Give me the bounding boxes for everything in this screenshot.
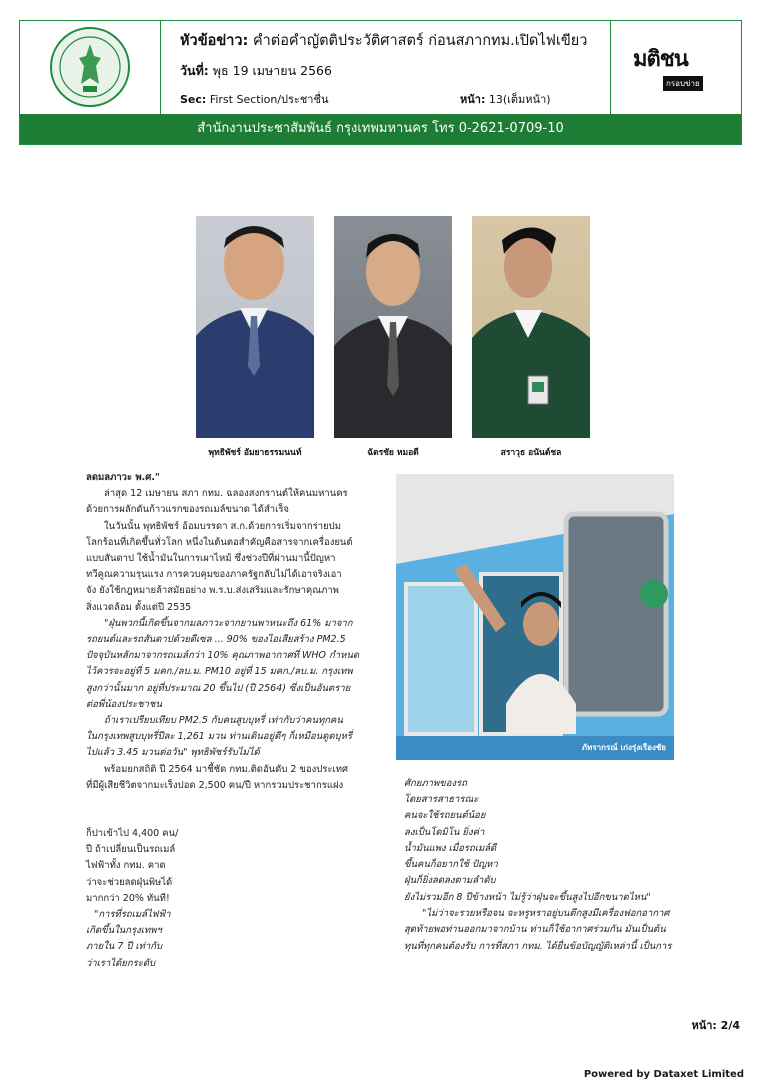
article-line: ลงเป็นโดมิโน ยิ่งค่า — [404, 826, 485, 838]
article-line: "ไม่ว่าจะรวยหรือจน จะหรูหราอยู่บนตึกสูงมีเครื่องฟอกอากาศ — [422, 908, 670, 920]
portrait-photo-1 — [196, 216, 314, 438]
article-line: "ฝุ่นพวกนี้เกิดขึ้นจากมลภาวะจากยานพาหนะถึง 61% มาจาก — [104, 617, 353, 629]
article-line: คนจะใช้รถยนต์น้อย — [404, 810, 486, 822]
section-value: First Section/ประชาชื่น — [209, 93, 329, 106]
headline-row — [180, 29, 587, 52]
portrait-photo-2 — [334, 216, 452, 438]
article-line: โลกร้อนที่เกิดขึ้นทั่วโลก หนึ่งในต้นตอสำคัญคือสารจากเครื่องยนต์ — [86, 536, 353, 548]
article-line: รถยนต์และรถสันดาปด้วยดีเซล ... 90% ของไอเสียสร้าง PM2.5 — [86, 634, 346, 646]
publisher-logo — [633, 49, 717, 91]
powered-by: Powered by Dataxet Limited — [583, 1069, 744, 1080]
article-line: ทุนที่ทุกคนต้องรับ การที่สภา กทม. ได้ยื่นข้อบัญญัติเหล่านี้ เป็นการ — [404, 940, 672, 952]
publisher-tag: กรอบข่าย — [663, 76, 703, 91]
article-line: โดยสารสาธารณะ — [404, 794, 479, 806]
portrait-caption-2: ฉัตรชัย หมอดี — [367, 448, 419, 458]
article-line: ว่าจะช่วยลดฝุ่นพิษได้ — [86, 876, 173, 888]
page-value: 13(เต็มหน้า) — [488, 93, 551, 106]
article-line: ฝุ่นก็ยิ่งลดลงตามลำดับ — [404, 875, 496, 887]
office-bar: สำนักงานประชาสัมพันธ์ กรุงเทพมหานคร โทร 0-2621-0709-10 — [20, 114, 741, 144]
article-line: ที่มีผู้เสียชีวิตจากมะเร็งปอด 2,500 คน/ปี หากรวมประชากรแฝง — [86, 779, 344, 791]
article-line: ในวันนั้น พุทธิพัชร์ อ้อมบรรดา ส.ก.ด้วยการเริ่มจากร่ายปม — [104, 520, 341, 532]
article-line: สิ่งแวดล้อม ตั้งแต่ปี 2535 — [86, 601, 192, 613]
article-line: สุดท้ายพอท่านออกมาจากบ้าน ท่านก็ใช้อากาศร่วมกัน มันเป็นต้น — [404, 924, 666, 936]
article-line: ปัจจุบันหลักมาจากรถเมล์กว่า 10% คุณภาพอากาศที่ WHO กำหนด — [86, 650, 360, 662]
publisher-name: มติชน — [633, 47, 688, 72]
article-line: "การที่รถเมล์ไฟฟ้า — [94, 909, 171, 921]
article-right-wide — [404, 890, 704, 955]
article-line: ต่อพี่น้องประชาชน — [86, 698, 162, 710]
headline-text: คำต่อคำญัตติประวัติศาสตร์ ก่อนสภากทม.เปิดไฟเขียว — [252, 33, 588, 49]
article-line: ไปแล้ว 3.45 มวนต่อวัน" พุทธิพัชร์รับไม่ได้ — [86, 747, 260, 759]
date-label: วันที่: — [180, 63, 209, 78]
page-row — [460, 90, 551, 108]
portrait-photo-3 — [472, 216, 590, 438]
article-line: พร้อมยกสถิติ ปี 2564 มาชี้ชัด กทม.ติดอันดับ 2 ของประเทศ — [104, 763, 349, 775]
article-right-narrow-column — [404, 776, 544, 889]
article-line: มากกว่า 20% ทันที! — [86, 892, 170, 904]
date-row — [180, 61, 332, 81]
article-line: ว่าเราได้ยกระดับ — [86, 957, 156, 969]
section-row — [180, 90, 328, 108]
article-line: ในกรุงเทพสูบบุหรี่ปีละ 1,261 มวน ท่านเดินอยู่ดีๆ ก็เหมือนดูดบุหรี่ — [86, 731, 352, 743]
article-line: ลดมลภาวะ พ.ศ." — [86, 472, 160, 483]
bma-logo-cell — [20, 21, 161, 114]
article-line: ภายใน 7 ปี เท่ากับ — [86, 941, 163, 953]
article-line: สูงกว่านั้นมาก อยู่ที่ประมาณ 20 ขึ้นไป (ปี 2564) ซึ่งเป็นอันตราย — [86, 682, 351, 694]
bus-photo-credit: ภัทรากรณ์ เก่งรุ่งเรืองชัย — [581, 743, 666, 752]
article-line: ไว้ควรจะอยู่ที่ 5 มคก./ลบ.ม. PM10 อยู่ที่ 15 มคก./ลบ.ม. กรุงเทพ — [86, 666, 353, 678]
portrait-caption-3: สราวุธ อนันต์ชล — [500, 448, 562, 458]
article-line: ไฟฟ้าทั้ง กทม. คาด — [86, 860, 166, 872]
page-label: หน้า: — [460, 93, 486, 106]
article-line: ทวีคูณความรุนแรง การควบคุมของภาครัฐกลับไม่ได้เอาจริงเอา — [86, 569, 342, 581]
footer-page-number: หน้า: 2/4 — [691, 1019, 740, 1032]
headline-label: หัวข้อข่าว: — [180, 33, 249, 49]
portrait-caption-1: พุทธิพัชร์ อัมยาธรรมนนท์ — [208, 448, 302, 458]
article-line: จัง ยังใช้กฎหมายล้าสมัยอย่าง พ.ร.บ.ส่งเสริมและรักษาคุณภาพ — [86, 585, 339, 597]
bma-seal-icon — [49, 26, 131, 108]
article-narrow-column — [86, 826, 196, 972]
article-line: ถ้าเราเปรียบเทียบ PM2.5 กับคนสูบบุหรี่ เท่ากับว่าคนทุกคน — [104, 715, 343, 727]
clipping-header — [19, 20, 742, 145]
article-line: ยังไม่รวมอีก 8 ปีข้างหน้า ไม่รู้ว่าฝุ่นจะขึ้นสูงไปอีกขนาดไหน" — [404, 892, 651, 903]
date-value: พุธ 19 เมษายน 2566 — [212, 63, 332, 78]
article-line: ศักยภาพของรถ — [404, 778, 467, 789]
section-label: Sec: — [180, 93, 207, 106]
bus-photo — [396, 474, 674, 760]
article-line: ด้วยการผลักดันก้าวแรกของรถเมล์ขนาด ได้สำเร็จ — [86, 504, 289, 516]
article-line: ล่าสุด 12 เมษายน สภา กทม. ฉลองสงกรานต์ให้คนมหานคร — [104, 488, 348, 500]
publisher-cell — [610, 21, 741, 114]
headline-info — [170, 21, 590, 114]
article-line: ปี ถ้าเปลี่ยนเป็นรถเมล์ — [86, 844, 176, 856]
article-line: เกิดขึ้นในกรุงเทพฯ — [86, 925, 162, 937]
article-line: ขึ้นคนก็อยากใช้ ปัญหา — [404, 859, 498, 871]
article-line: แบบสันดาป ใช้น้ำมันในการเผาไหม้ ซึ่งช่วงปีที่ผ่านมานี้ปัญหา — [86, 553, 336, 565]
article-left-column — [86, 470, 386, 794]
article-line: ก็ปาเข้าไป 4,400 คน/ — [86, 828, 179, 839]
article-line: น้ำมันแพง เมื่อรถเมล์ดี — [404, 842, 497, 854]
